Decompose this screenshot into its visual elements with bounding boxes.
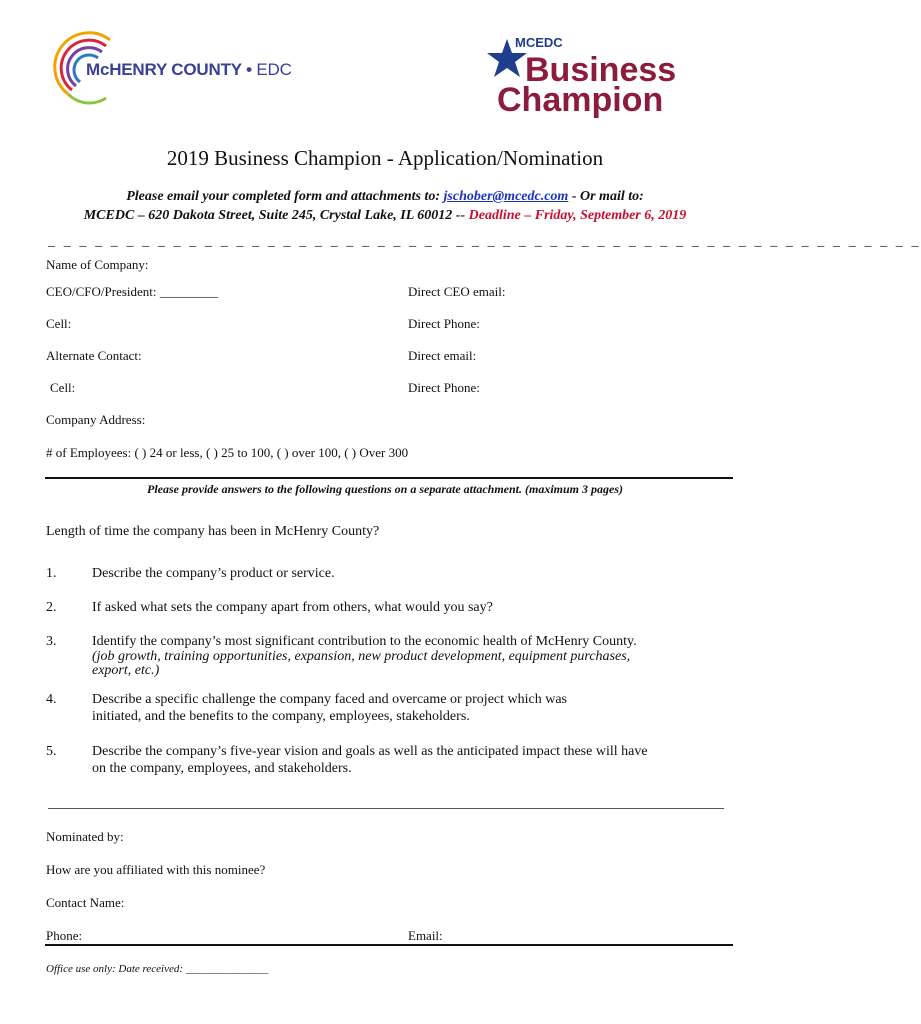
email-link[interactable]: jschober@mcedc.com	[443, 189, 569, 204]
question-number: 4.	[46, 692, 57, 707]
question-subtext: (job growth, training opportunities, expansion, new product development, equipment purchases,	[92, 649, 631, 664]
question-number: 2.	[46, 600, 57, 615]
ceo-field[interactable]: CEO/CFO/President: _________	[46, 284, 219, 299]
logo-business-text: Business	[525, 51, 677, 89]
business-champion-logo	[485, 35, 675, 120]
contact-name-field[interactable]: Contact Name:	[46, 895, 125, 910]
question-text: Describe the company’s product or service.	[92, 566, 335, 581]
question-number: 3.	[46, 634, 57, 649]
footer-divider	[45, 944, 733, 946]
question-text: If asked what sets the company apart from others, what would you say?	[92, 600, 493, 615]
page-title: 2019 Business Champion - Application/Nomination	[166, 146, 604, 170]
instructions-line-2: MCEDC – 620 Dakota Street, Suite 245, Crystal Lake, IL 60012 -- Deadline – Friday, September 6, 2019	[83, 208, 687, 223]
dashed-separator: _ _ _ _ _ _ _ _ _ _ _ _ _ _ _ _ _ _ _ _ _ _ _ _ _ _ _ _ _ _ _ _ _ _ _ _ _ _ _ _ _ _ _ _ _ _ _ _ _ _ _ _ _ _ _ _	[48, 234, 921, 249]
question-text: Describe a specific challenge the company faced and overcame or project which was	[92, 692, 567, 707]
question-text: Describe the company’s five-year vision and goals as well as the anticipated impact these will have	[92, 744, 648, 759]
instructions-line-1: Please email your completed form and attachments to: jschober@mcedc.com - Or mail to:	[126, 189, 644, 204]
question-intro: Length of time the company has been in McHenry County?	[46, 524, 380, 539]
question-text-continued: on the company, employees, and stakeholders.	[92, 761, 352, 776]
section-divider	[45, 477, 733, 479]
company-name-field[interactable]: Name of Company:	[46, 257, 149, 272]
direct-phone-field[interactable]: Direct Phone:	[408, 316, 480, 331]
question-subtext: export, etc.)	[92, 663, 160, 678]
question-number: 1.	[46, 566, 57, 581]
employees-field[interactable]: # of Employees: ( ) 24 or less, ( ) 25 to 100, ( ) over 100, ( ) Over 300	[46, 445, 409, 460]
question-text: Identify the company’s most significant contribution to the economic health of McHenry County.	[92, 634, 637, 649]
mchenry-county-edc-logo	[58, 34, 308, 102]
alternate-contact-field[interactable]: Alternate Contact:	[46, 348, 142, 363]
signature-separator	[48, 808, 724, 809]
cell-field[interactable]: Cell:	[46, 316, 72, 331]
direct-email-field[interactable]: Direct email:	[408, 348, 477, 363]
phone-field[interactable]: Phone:	[46, 928, 83, 943]
alternate-cell-field[interactable]: Cell:	[50, 380, 76, 395]
ceo-email-field[interactable]: Direct CEO email:	[408, 284, 506, 299]
affiliation-field[interactable]: How are you affiliated with this nominee?	[46, 862, 266, 877]
email-field[interactable]: Email:	[408, 928, 443, 943]
attachment-note: Please provide answers to the following questions on a separate attachment. (maximum 3 pages)	[146, 482, 623, 496]
logo-champion-text: Champion	[497, 81, 664, 119]
office-use-note: Office use only: Date received: _______________	[46, 963, 269, 975]
logo-wordmark: McHENRY COUNTY • EDC	[86, 60, 292, 79]
question-number: 5.	[46, 744, 57, 759]
logo-mcedc-text: MCEDC	[515, 35, 563, 50]
nominated-by-field[interactable]: Nominated by:	[46, 829, 124, 844]
deadline-text: Deadline – Friday, September 6, 2019	[468, 208, 687, 223]
question-text-continued: initiated, and the benefits to the company, employees, stakeholders.	[92, 709, 470, 724]
alternate-phone-field[interactable]: Direct Phone:	[408, 380, 480, 395]
company-address-field[interactable]: Company Address:	[46, 412, 146, 427]
